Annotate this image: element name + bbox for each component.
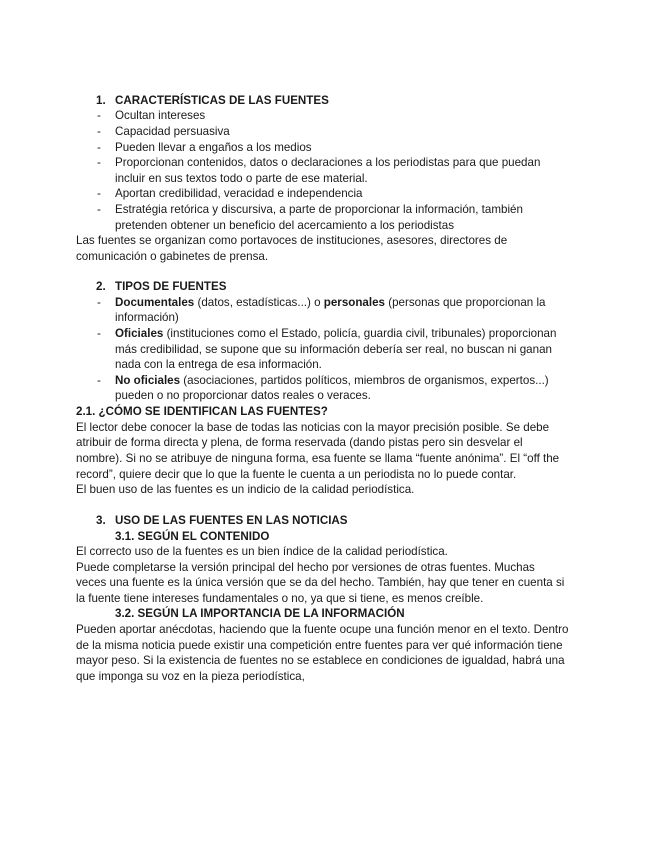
section1-item-1: Ocultan intereses xyxy=(115,109,206,122)
section21-title: 2.1. ¿CÓMO SE IDENTIFICAN LAS FUENTES? xyxy=(76,405,328,418)
bold-term: personales xyxy=(323,296,385,309)
bold-term: Oficiales xyxy=(115,327,164,340)
section1-item-5: Aportan credibilidad, veracidad e independencia xyxy=(115,187,363,200)
text: (instituciones como el Estado, policía, guardia civil, tribunales) proporcionan xyxy=(163,327,557,340)
bullet-dash: - xyxy=(97,125,101,138)
section2-number: 2. xyxy=(96,280,106,293)
bullet-dash: - xyxy=(97,141,101,154)
text: (asociaciones, partidos políticos, miembros de organismos, expertos...) xyxy=(180,374,549,387)
section21-line-2: atribuir de forma directa y plena, de forma reservada (dando pistas pero sin desvelar el xyxy=(76,436,523,449)
section32-line-2: de la misma noticia puede existir una competición entre fuentes para ver qué información tiene xyxy=(76,639,563,652)
section32-line-3: mayor peso. Si la existencia de fuentes no se establece en condiciones de igualdad, habrá una xyxy=(76,654,565,667)
section31-line-3: veces una fuente es la única versión que se da del hecho. También, hay que tener en cuenta si xyxy=(76,576,565,589)
section1-item-6-line-2: pretenden obtener un beneficio del acercamiento a los periodistas xyxy=(115,219,455,232)
bullet-dash: - xyxy=(97,296,101,309)
bullet-dash: - xyxy=(97,374,101,387)
section3-number: 3. xyxy=(96,514,106,527)
bullet-dash: - xyxy=(97,156,101,169)
section2-item-1-line-1 xyxy=(115,295,545,310)
text: (datos, estadísticas...) o xyxy=(194,296,324,309)
section2-item-2-line-3: nada con la entrega de esa información. xyxy=(115,358,322,371)
section1-item-2: Capacidad persuasiva xyxy=(115,125,230,138)
bullet-dash: - xyxy=(97,203,101,216)
section2-item-1-line-2: información) xyxy=(115,311,179,324)
bullet-dash: - xyxy=(97,109,101,122)
section1-item-3: Pueden llevar a engaños a los medios xyxy=(115,141,312,154)
section1-paragraph-line-1: Las fuentes se organizan como portavoces de instituciones, asesores, directores de xyxy=(76,234,508,247)
bold-term: No oficiales xyxy=(115,374,181,387)
section2-item-3-line-2: pueden o no proporcionar datos reales o veraces. xyxy=(115,389,371,402)
bullet-dash: - xyxy=(97,327,101,340)
section2-item-2-line-1 xyxy=(115,326,556,341)
section2-item-3-line-1 xyxy=(115,373,549,388)
section21-line-3: nombre). Si no se atribuye de ninguna forma, esa fuente se llama “fuente anónima”. El “off the xyxy=(76,452,560,465)
section1-item-4-line-1: Proporcionan contenidos, datos o declaraciones a los periodistas para que puedan xyxy=(115,156,541,169)
section2-title: TIPOS DE FUENTES xyxy=(115,280,227,293)
text: (personas que proporcionan la xyxy=(385,296,546,309)
section31-line-1: El correcto uso de la fuentes es un bien índice de la calidad periodística. xyxy=(76,545,448,558)
section31-line-2: Puede completarse la versión principal del hecho por versiones de otras fuentes. Muchas xyxy=(76,561,535,574)
section21-line-4: record”, quiere decir que lo que la fuente le cuenta a un periodista no lo puede contar. xyxy=(76,468,517,481)
section1-item-4-line-2: incluir en sus textos todo o parte de ese material. xyxy=(115,172,368,185)
section3-title: USO DE LAS FUENTES EN LAS NOTICIAS xyxy=(115,514,348,527)
section1-item-6-line-1: Estratégia retórica y discursiva, a parte de proporcionar la información, también xyxy=(115,203,523,216)
section1-title: CARACTERÍSTICAS DE LAS FUENTES xyxy=(115,94,329,107)
section21-line-1: El lector debe conocer la base de todas las noticias con la mayor precisión posible. Se debe xyxy=(76,421,550,434)
section31-line-4: la fuente tiene intereses fundamentales o no, ya que si tiene, es menos creíble. xyxy=(76,592,484,605)
section32-title: 3.2. SEGÚN LA IMPORTANCIA DE LA INFORMACIÓN xyxy=(115,607,405,620)
section31-title: 3.1. SEGÚN EL CONTENIDO xyxy=(115,530,270,543)
section21-line-5: El buen uso de las fuentes es un indicio de la calidad periodística. xyxy=(76,483,415,496)
section32-line-4: que imponga su voz en la pieza periodística, xyxy=(76,670,305,683)
bold-term: Documentales xyxy=(115,296,195,309)
section1-paragraph-line-2: comunicación o gabinetes de prensa. xyxy=(76,250,269,263)
section2-item-2-line-2: más credibilidad, se supone que su información debería ser real, no buscan ni ganan xyxy=(115,343,552,356)
bullet-dash: - xyxy=(97,187,101,200)
section1-number: 1. xyxy=(96,94,106,107)
section32-line-1: Pueden aportar anécdotas, haciendo que la fuente ocupe una función menor en el texto. Dentro xyxy=(76,623,569,636)
